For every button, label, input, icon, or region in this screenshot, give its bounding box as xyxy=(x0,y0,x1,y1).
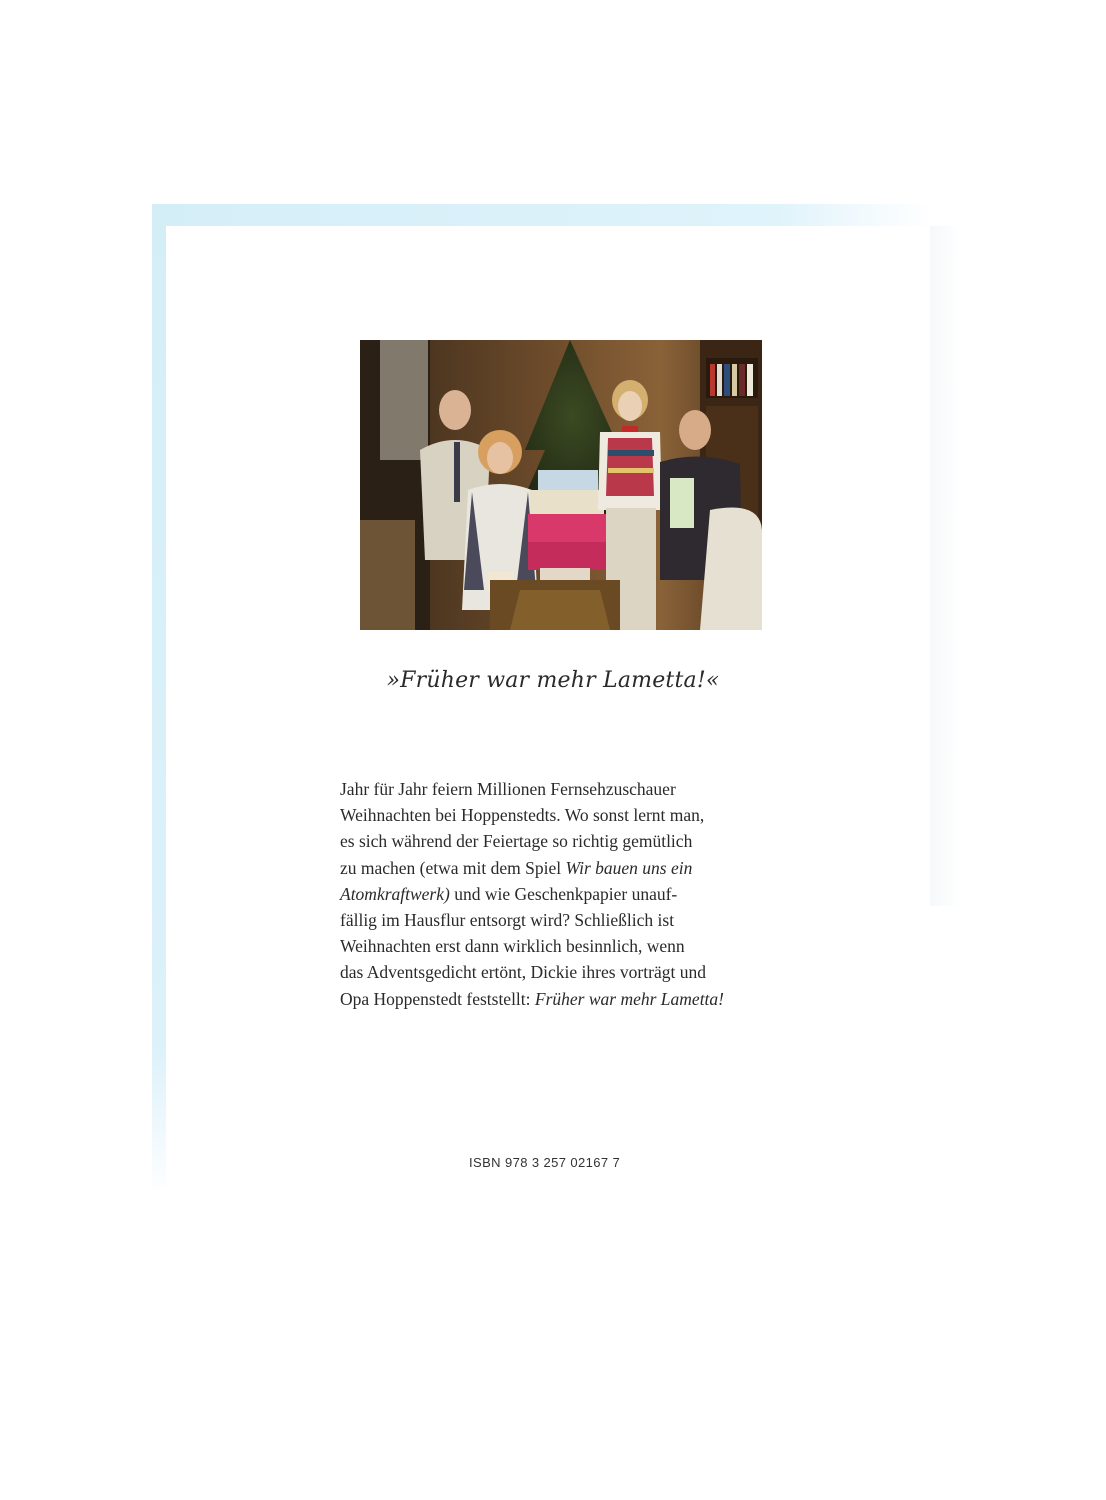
cover-border-left xyxy=(152,204,166,1194)
blurb-italic-text: Atomkraftwerk) xyxy=(340,883,450,904)
blurb-line xyxy=(340,959,810,985)
quote-title: »Früher war mehr Lametta!« xyxy=(386,668,720,693)
blurb-text-part: Jahr für Jahr feiern Millionen Fernsehzuschauer xyxy=(340,779,676,799)
blurb-line xyxy=(340,907,810,933)
blurb-text-part: zu machen (etwa mit dem Spiel xyxy=(340,857,566,878)
blurb-text-part: es sich während der Feiertage so richtig gemütlich xyxy=(340,831,693,852)
blurb-italic-text: Früher war mehr Lametta! xyxy=(534,988,724,1009)
blurb-line xyxy=(340,881,810,907)
cover-border-top xyxy=(152,204,932,226)
blurb-line xyxy=(340,828,810,854)
blurb-text-part: fällig im Hausflur entsorgt wird? Schließlich ist xyxy=(340,910,675,931)
blurb-text-part: Opa Hoppenstedt feststellt: xyxy=(340,988,535,1009)
blurb-italic-text: Wir bauen uns ein xyxy=(565,857,693,878)
cover-edge-shadow xyxy=(930,226,960,906)
blurb-line xyxy=(340,802,810,828)
blurb-text-part: Weihnachten bei Hoppenstedts. Wo sonst lernt man, xyxy=(340,805,705,826)
family-christmas-photo xyxy=(360,340,762,630)
blurb-line xyxy=(340,933,810,959)
blurb-text-part: Weihnachten erst dann wirklich besinnlich, wenn xyxy=(340,936,685,957)
isbn-number: ISBN 978 3 257 02167 7 xyxy=(469,1155,621,1170)
blurb-text xyxy=(340,776,810,1012)
blurb-line xyxy=(340,855,810,881)
blurb-line xyxy=(340,776,810,802)
blurb-line xyxy=(340,986,810,1012)
blurb-text-part: und wie Geschenkpapier unauf- xyxy=(449,883,678,904)
blurb-text-part: das Adventsgedicht ertönt, Dickie ihres vorträgt und xyxy=(340,962,706,983)
